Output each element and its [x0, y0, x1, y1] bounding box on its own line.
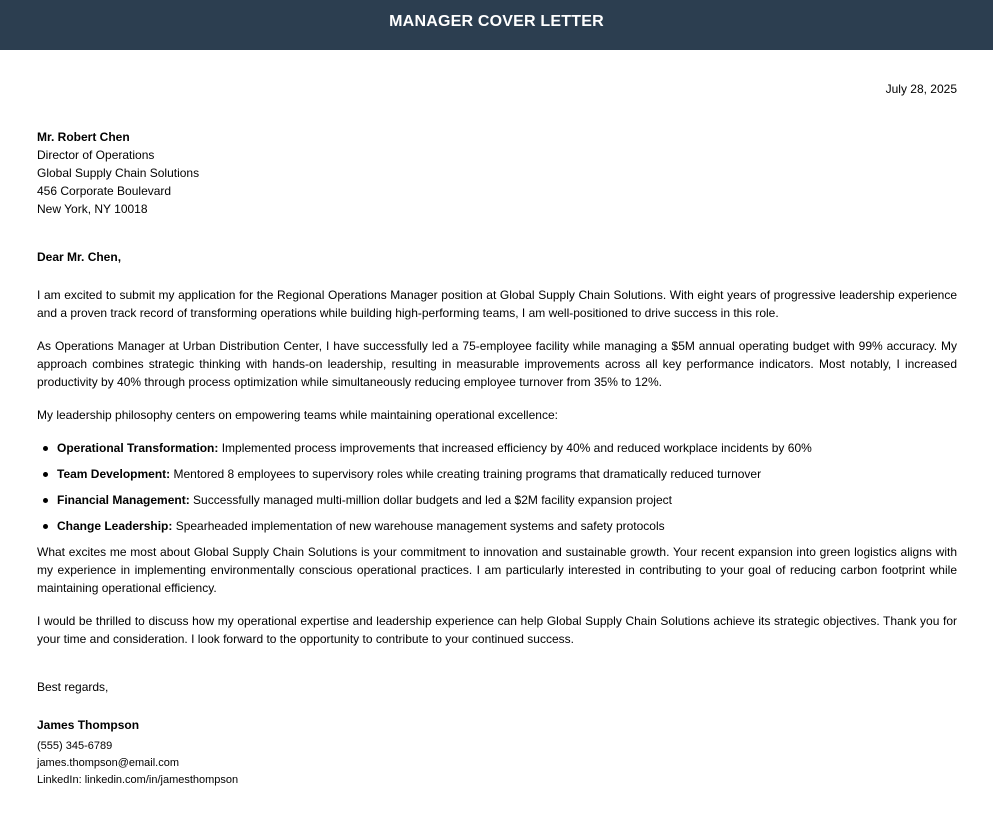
- list-item: [57, 439, 957, 457]
- sender-name: James Thompson: [37, 718, 140, 732]
- sender-linkedin: LinkedIn: linkedin.com/in/jamesthompson: [37, 774, 239, 786]
- bullet-icon: [43, 446, 48, 451]
- highlight-label: Change Leadership:: [57, 519, 173, 533]
- bullet-icon: [43, 472, 48, 477]
- page-title: MANAGER COVER LETTER: [389, 13, 604, 30]
- recipient-city: New York, NY 10018: [37, 202, 148, 216]
- highlight-text: Mentored 8 employees to supervisory roles while creating training programs that dramatically reduced turnover: [170, 467, 762, 481]
- letter-date: July 28, 2025: [885, 82, 957, 96]
- bullet-icon: [43, 524, 48, 529]
- recipient-company: Global Supply Chain Solutions: [37, 166, 200, 180]
- motivation-paragraph: What excites me most about Global Supply Chain Solutions is your commitment to innovation and sustainable growth. Your recent expansion into green logistics aligns with my experience in implementing environmentally conscious operational practices. I am particularly interested in contributing to your goal of reducing carbon footprint while maintaining operational efficiency.: [37, 545, 957, 595]
- recipient-title: Director of Operations: [37, 148, 155, 162]
- sender-phone: (555) 345-6789: [37, 740, 113, 752]
- closing-paragraph: I would be thrilled to discuss how my operational expertise and leadership experience can help Global Supply Chain Solutions achieve its strategic objectives. Thank you for your time and consideration. I look forward to the opportunity to contribute to your continued success.: [37, 614, 957, 646]
- sender-email: james.thompson@email.com: [37, 757, 179, 769]
- highlight-label: Team Development:: [57, 467, 171, 481]
- page-header: [0, 0, 993, 50]
- salutation: Dear Mr. Chen,: [37, 250, 122, 264]
- recipient-block: [37, 128, 957, 218]
- sender-contact: [37, 738, 957, 789]
- bullet-icon: [43, 498, 48, 503]
- sign-off: Best regards,: [37, 680, 109, 694]
- highlight-label: Operational Transformation:: [57, 441, 219, 455]
- intro-paragraph: I am excited to submit my application for the Regional Operations Manager position at Global Supply Chain Solutions. With eight years of progressive leadership experience and a proven track record of transforming operations while building high-performing teams, I am well-positioned to drive success in this role.: [37, 288, 957, 320]
- highlights-list: [37, 439, 957, 535]
- recipient-name: Mr. Robert Chen: [37, 130, 130, 144]
- philosophy-paragraph: My leadership philosophy centers on empowering teams while maintaining operational excellence:: [37, 408, 558, 422]
- highlight-text: Implemented process improvements that increased efficiency by 40% and reduced workplace incidents by 60%: [218, 441, 812, 455]
- recipient-street: 456 Corporate Boulevard: [37, 184, 172, 198]
- highlight-text: Successfully managed multi-million dollar budgets and led a $2M facility expansion project: [189, 493, 672, 507]
- list-item: [57, 491, 957, 509]
- highlight-label: Financial Management:: [57, 493, 190, 507]
- letter-body: [0, 80, 993, 789]
- list-item: [57, 517, 957, 535]
- experience-paragraph: As Operations Manager at Urban Distribution Center, I have successfully led a 75-employee facility while managing a $5M annual operating budget with 99% accuracy. My approach combines strategic thinking with hands-on leadership, resulting in measurable improvements across all key performance indicators. Most notably, I increased productivity by 40% through process optimization while simultaneously reducing employee turnover from 35% to 12%.: [37, 339, 957, 389]
- highlight-text: Spearheaded implementation of new warehouse management systems and safety protocols: [172, 519, 665, 533]
- list-item: [57, 465, 957, 483]
